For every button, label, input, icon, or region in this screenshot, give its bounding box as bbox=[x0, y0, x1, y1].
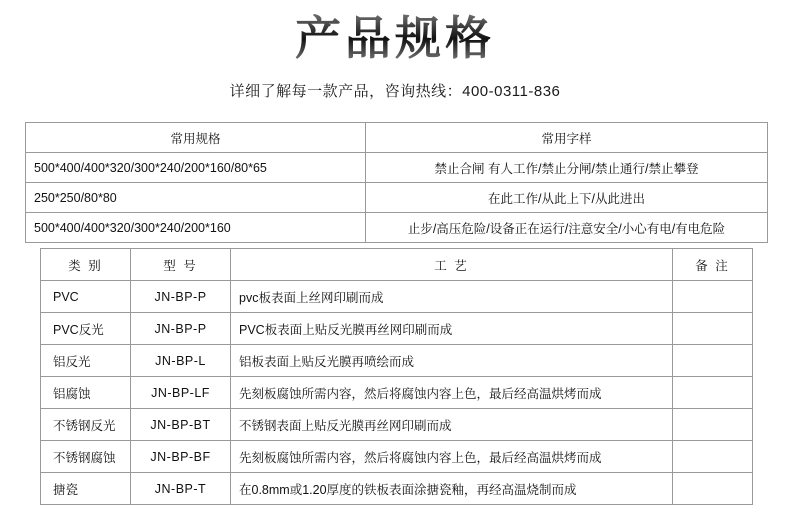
spec-size: 500*400/400*320/300*240/200*160/80*65 bbox=[26, 153, 366, 183]
title-container bbox=[0, 0, 790, 65]
spec-size: 250*250/80*80 bbox=[26, 183, 366, 213]
material-header-category: 类 别 bbox=[41, 249, 131, 281]
material-model: JN-BP-P bbox=[131, 313, 231, 345]
material-note bbox=[673, 281, 753, 313]
material-table bbox=[40, 248, 753, 505]
table-row bbox=[26, 153, 768, 183]
table-row bbox=[41, 473, 753, 505]
material-header-craft: 工 艺 bbox=[231, 249, 673, 281]
page-subtitle: 详细了解每一款产品，咨询热线：400-0311-836 bbox=[229, 83, 561, 101]
material-header-note: 备 注 bbox=[673, 249, 753, 281]
table-row bbox=[41, 377, 753, 409]
material-craft: 不锈钢表面上贴反光膜再丝网印刷而成 bbox=[231, 409, 673, 441]
material-note bbox=[673, 313, 753, 345]
material-category: PVC bbox=[41, 281, 131, 313]
material-craft: 先刻板腐蚀所需内容，然后将腐蚀内容上色，最后经高温烘烤而成 bbox=[231, 377, 673, 409]
material-category: 不锈钢反光 bbox=[41, 409, 131, 441]
spec-words: 在此工作/从此上下/从此进出 bbox=[366, 183, 768, 213]
table-row bbox=[41, 441, 753, 473]
material-craft: 铝板表面上贴反光膜再喷绘而成 bbox=[231, 345, 673, 377]
spec-table bbox=[25, 122, 768, 243]
table-row bbox=[41, 281, 753, 313]
material-craft: PVC板表面上贴反光膜再丝网印刷而成 bbox=[231, 313, 673, 345]
spec-header-words: 常用字样 bbox=[366, 123, 768, 153]
spec-size: 500*400/400*320/300*240/200*160 bbox=[26, 213, 366, 243]
material-craft: 先刻板腐蚀所需内容，然后将腐蚀内容上色，最后经高温烘烤而成 bbox=[231, 441, 673, 473]
material-note bbox=[673, 345, 753, 377]
material-model: JN-BP-P bbox=[131, 281, 231, 313]
material-note bbox=[673, 377, 753, 409]
spec-words: 止步/高压危险/设备正在运行/注意安全/小心有电/有电危险 bbox=[366, 213, 768, 243]
material-note bbox=[673, 473, 753, 505]
table-header-row bbox=[41, 249, 753, 281]
material-category: 铝反光 bbox=[41, 345, 131, 377]
material-model: JN-BP-T bbox=[131, 473, 231, 505]
material-model: JN-BP-BT bbox=[131, 409, 231, 441]
table-row bbox=[26, 183, 768, 213]
material-model: JN-BP-LF bbox=[131, 377, 231, 409]
material-note bbox=[673, 409, 753, 441]
table-row bbox=[26, 213, 768, 243]
spec-words: 禁止合闸 有人工作/禁止分闸/禁止通行/禁止攀登 bbox=[366, 153, 768, 183]
material-craft: 在0.8mm或1.20厚度的铁板表面涂搪瓷釉，再经高温烧制而成 bbox=[231, 473, 673, 505]
table-row bbox=[41, 313, 753, 345]
material-header-model: 型 号 bbox=[131, 249, 231, 281]
spec-header-size: 常用规格 bbox=[26, 123, 366, 153]
page-title: 产品规格 bbox=[295, 11, 495, 65]
material-craft: pvc板表面上丝网印刷而成 bbox=[231, 281, 673, 313]
material-category: 搪瓷 bbox=[41, 473, 131, 505]
table-row bbox=[41, 409, 753, 441]
material-model: JN-BP-L bbox=[131, 345, 231, 377]
material-category: 不锈钢腐蚀 bbox=[41, 441, 131, 473]
material-category: 铝腐蚀 bbox=[41, 377, 131, 409]
table-header-row bbox=[26, 123, 768, 153]
material-category: PVC反光 bbox=[41, 313, 131, 345]
material-note bbox=[673, 441, 753, 473]
material-model: JN-BP-BF bbox=[131, 441, 231, 473]
table-row bbox=[41, 345, 753, 377]
